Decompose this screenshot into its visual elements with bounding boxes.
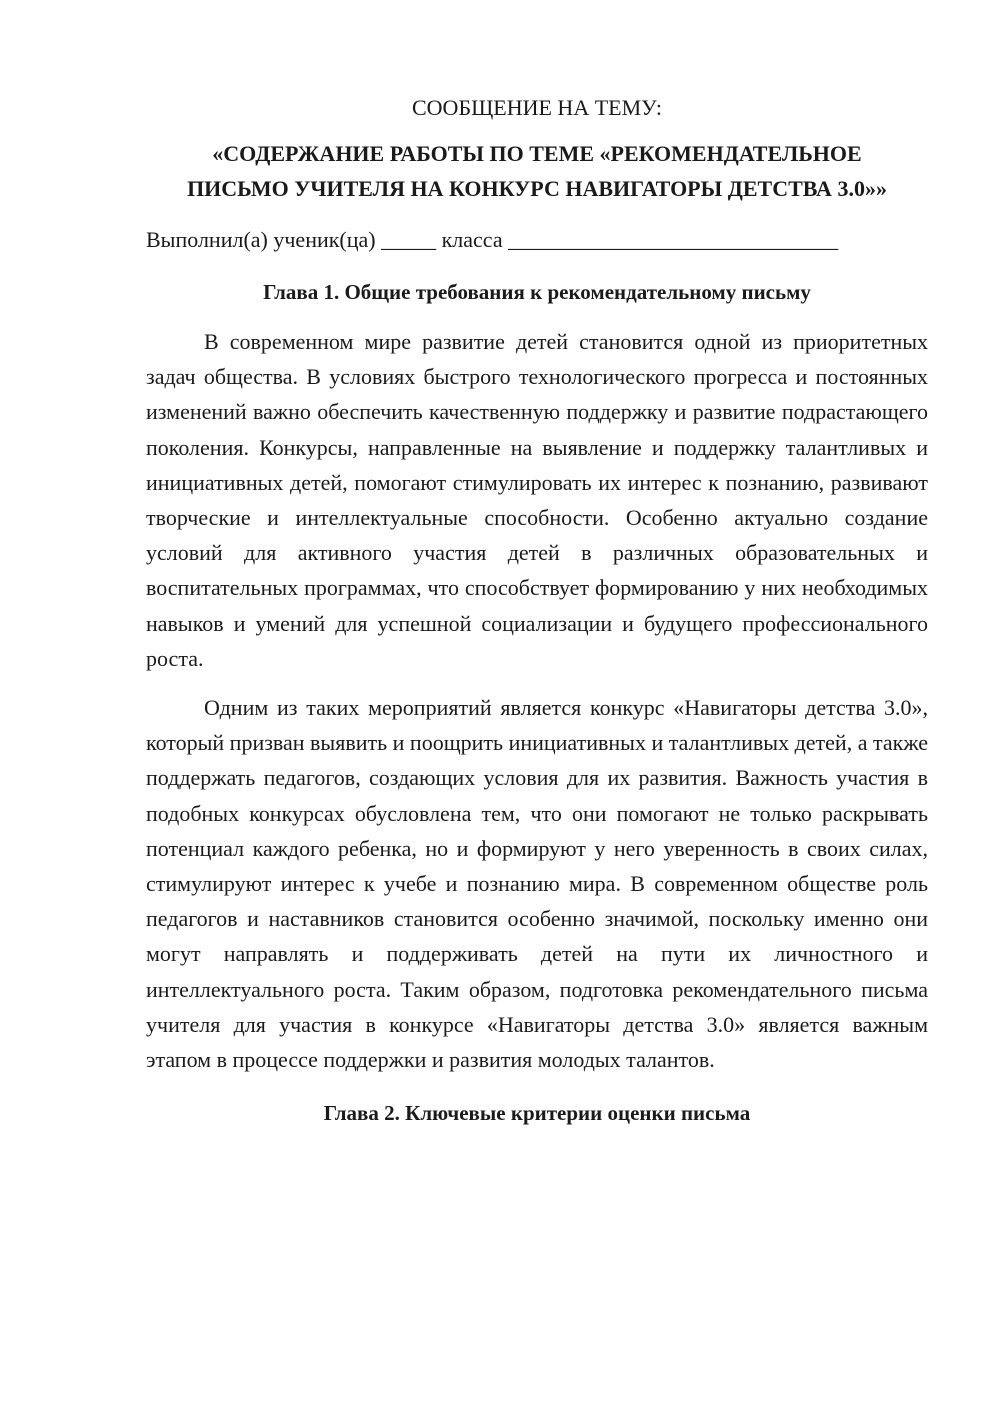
- chapter-1-paragraph-2: Одним из таких мероприятий является конкурс «Навигаторы детства 3.0», который призван выявить и поощрить инициативных и талантливых детей, а также поддержать педагогов, создающих условия для их развития. Важность участия в подобных конкурсах обусловлена тем, что они помогают не только раскрывать потенциал каждого ребенка, но и формируют у него уверенность в своих силах, стимулируют интерес к учебе и познанию мира. В современном обществе роль педагогов и наставников становится особенно значимой, поскольку именно они могут направлять и поддерживать детей на пути их личностного и интеллектуального роста. Таким образом, подготовка рекомендательного письма учителя для участия в конкурсе «Навигаторы детства 3.0» является важным этапом в процессе поддержки и развития молодых талантов.: [146, 695, 928, 1073]
- document-label: СООБЩЕНИЕ НА ТЕМУ:: [412, 95, 662, 120]
- chapter-1-heading: Глава 1. Общие требования к рекомендательному письму: [263, 280, 811, 304]
- chapter-1-paragraph-1: В современном мире развитие детей становится одной из приоритетных задач общества. В условиях быстрого технологического прогресса и постоянных изменений важно обеспечить качественную поддержку и развитие подрастающего поколения. Конкурсы, направленные на выявление и поддержку талантливых и инициативных детей, помогают стимулировать их интерес к познанию, развивают творческие и интеллектуальные способности. Особенно актуально создание условий для активного участия детей в различных образовательных и воспитательных программах, что способствует формированию у них необходимых навыков и умений для успешной социализации и будущего профессионального роста.: [146, 329, 928, 671]
- chapter-2-heading: Глава 2. Ключевые критерии оценки письма: [323, 1101, 751, 1126]
- document-title-line-1: «СОДЕРЖАНИЕ РАБОТЫ ПО ТЕМЕ «РЕКОМЕНДАТЕЛЬНОЕ: [212, 141, 862, 166]
- document-title-line-2: ПИСЬМО УЧИТЕЛЯ НА КОНКУРС НАВИГАТОРЫ ДЕТСТВА 3.0»»: [187, 176, 887, 201]
- author-line: Выполнил(а) ученик(ца) _____ класса ______________________________: [146, 227, 839, 252]
- document-page: [146, 92, 928, 1145]
- document-title: [146, 136, 928, 206]
